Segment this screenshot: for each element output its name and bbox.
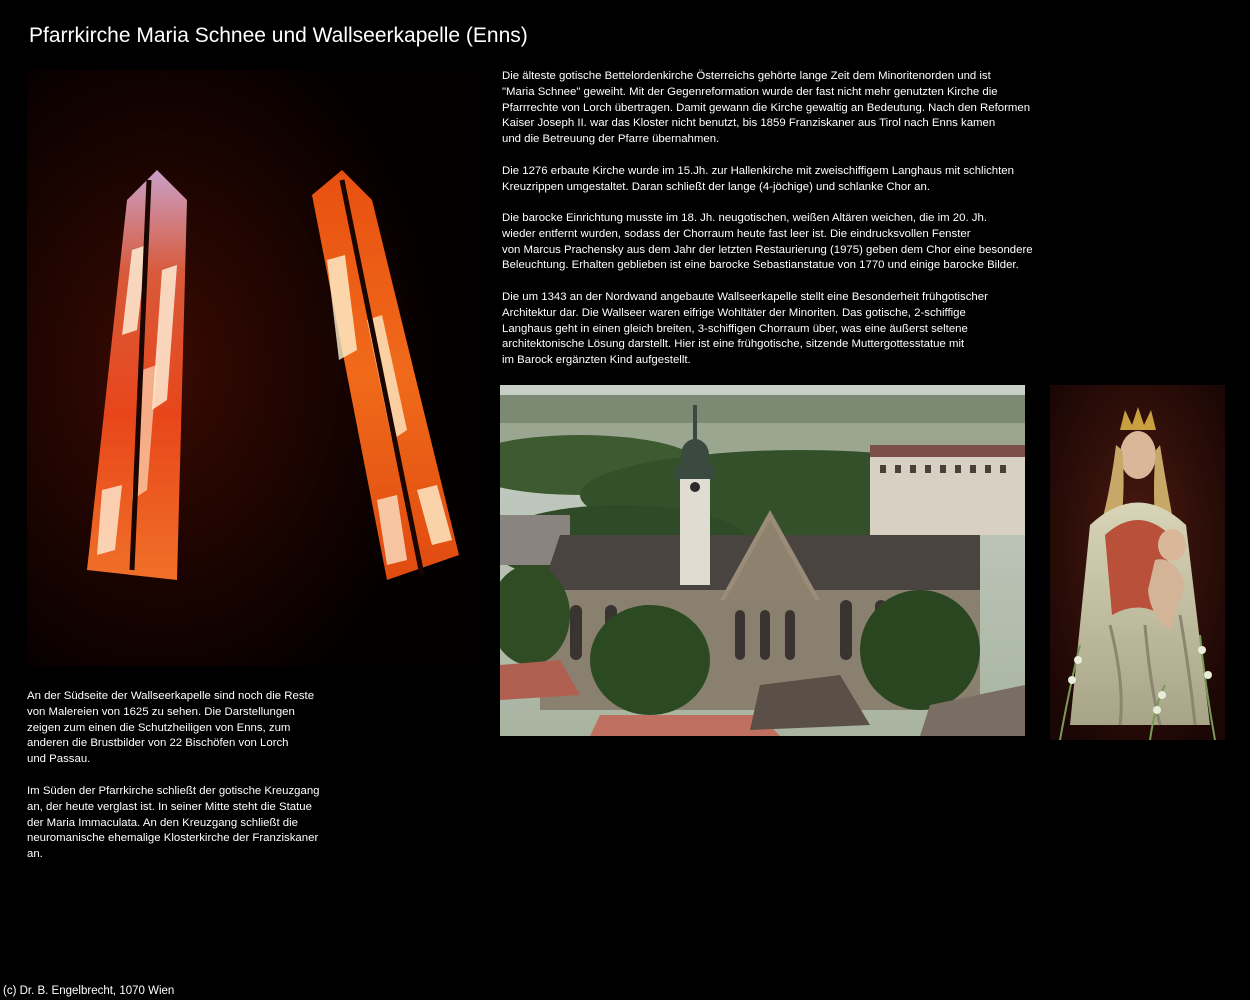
construction-paragraph: Die 1276 erbaute Kirche wurde im 15.Jh. zur Hallenkirche mit zweischiffigem Langhaus mit schlichten Kreuzrippen umgestaltet. Daran schließt der lange (4-jöchige) und schlanke Chor an. <box>502 165 1014 193</box>
madonna-statue-photo <box>1050 385 1225 740</box>
wallseer-chapel-paragraph: Die um 1343 an der Nordwand angebaute Wallseerkapelle stellt eine Besonderheit frühgotischer Architektur dar. Die Wallseer waren eifrige Wohltäter der Minoriten. Das gotische, 2-schiffige Langhaus geht in einen gleich breiten, 3-schiffigen Chorraum über, was eine äußerst seltene architektonische Lösung darstellt. Hier ist eine frühgotische, sitzende Muttergottesstatue mit im Barock ergänzten Kind aufgestellt. <box>502 291 988 367</box>
page-title: Pfarrkirche Maria Schnee und Wallseerkapelle (Enns) <box>29 24 528 47</box>
intro-paragraph: Die älteste gotische Bettelordenkirche Österreichs gehörte lange Zeit dem Minoritenorden und ist "Maria Schnee" geweiht. Mit der Gegenreformation wurde der fast nicht mehr genutzten Kirche die Pfarrrechte von Lorch übertragen. Damit gewann die Kirche gewaltig an Bedeutung. Nach den Reformen Kaiser Joseph II. war das Kloster nicht benutzt, bis 1859 Franziskaner aus Tirol nach Enns kamen und die Betreuung der Pfarre übernahmen. <box>502 70 1031 146</box>
copyright-footer: (c) Dr. B. Engelbrecht, 1070 Wien <box>3 985 175 997</box>
stained-glass-windows-photo <box>27 70 475 666</box>
cloister-paragraph: Im Süden der Pfarrkirche schließt der gotische Kreuzgang an, der heute verglast ist. In seiner Mitte steht die Statue der Maria Immaculata. An den Kreuzgang schließt die neuromanische ehemalige Klosterkirche der Franziskaner an. <box>27 785 320 861</box>
church-exterior-photo <box>500 385 1025 736</box>
paintings-paragraph: An der Südseite der Wallseerkapelle sind noch die Reste von Malereien von 1625 zu sehen. Die Darstellungen zeigen zum einen die Schutzheiligen von Enns, zum anderen die Brustbilder von 22 Bischöfen von Lorch und Passau. <box>27 690 315 766</box>
interior-paragraph: Die barocke Einrichtung musste im 18. Jh. neugotischen, weißen Altären weichen, die im 20. Jh. wieder entfernt wurden, sodass der Chorraum heute fast leer ist. Die eindrucksvollen Fenster von Marcus Prachensky aus dem Jahr der letzten Restaurierung (1975) geben dem Chor eine besondere Beleuchtung. Erhalten geblieben ist eine barocke Sebastianstatue von 1770 und einige barocke Bilder. <box>502 212 1033 272</box>
